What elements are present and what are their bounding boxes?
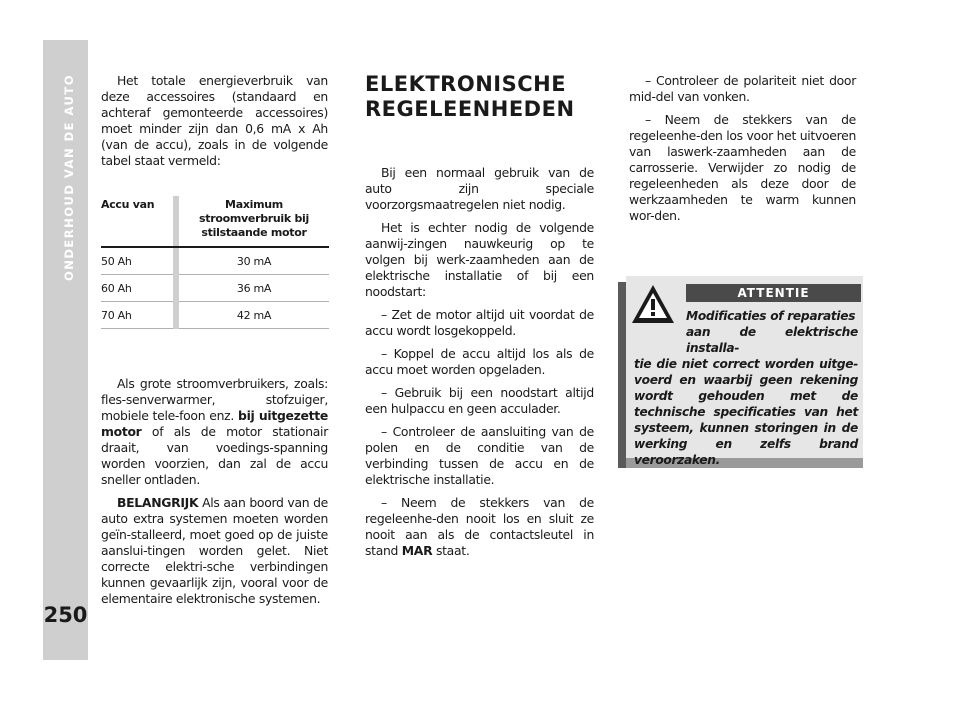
list-item: – Gebruik bij een noodstart altijd een hulpaccu en geen acculader. [365,385,594,416]
attention-label: ATTENTIE [686,284,861,302]
list-item: – Zet de motor altijd uit voordat de accu wordt losgekoppeld. [365,307,594,338]
column-right [629,73,856,231]
important-label: BELANGRIJK [117,495,199,510]
table-header-current: Maximum stroomverbruik bij stilstaande motor [179,196,329,247]
battery-table [101,196,329,329]
column-left-lower [101,376,328,614]
table-cell: 42 mA [179,302,329,329]
mar-position: MAR [401,543,433,558]
table-cell: 70 Ah [101,302,173,329]
column-left [101,73,328,176]
list-item: – Controleer de aansluiting van de polen en de conditie van de verbinding tussen de accu en de elektrische installatie. [365,424,594,487]
list-item: – Neem de stekkers van de regeleenhe-den los voor het uitvoeren van laswerk-zaamheden aan de carrosserie. Verwijder zo nodig de regeleenheden als deze door de werkzaamheden te warm kunnen wor-den. [629,112,856,223]
table-cell: 36 mA [179,275,329,302]
section-heading: ELEKTRONISCHE REGELEENHEDEN [365,72,575,121]
intro-paragraph: Het totale energieverbruik van deze accessoires (standaard en achteraf gemonteerde accessoires) moet minder zijn dan 0,6 mA x Ah (van de accu), zoals in de volgende tabel staat vermeld: [101,73,328,168]
list-item: – Controleer de polariteit niet door mid-del van vonken. [629,73,856,104]
table-row [101,247,329,275]
table-row [101,275,329,302]
table-row [101,302,329,329]
table-cell: 50 Ah [101,247,173,275]
warning-text: Modificaties of reparaties aan de elektrische installa- tie die niet correct worden uitge-voerd en waarbij geen rekening wordt gehouden met de technische specificaties van het systeem, kunnen storingen in de werking en zelfs brand veroorzaken. [634,309,858,467]
consumers-paragraph: Als grote stroomverbruikers, zoals: fles-senverwarmer, stofzuiger, mobiele tele-foon enz. bij uitgezette motor of als de motor stationair draait, van voedings-spanning worden voorzien, dan zal de accu sneller ontladen. [101,376,328,487]
paragraph: Het is echter nodig de volgende aanwij-zingen nauwkeurig op te volgen bij werk-zaamheden aan de elektrische installatie of bij een noodstart: [365,220,594,299]
paragraph: Bij een normaal gebruik van de auto zijn speciale voorzorgsmaatregelen niet nodig. [365,165,594,212]
section-title: ONDERHOUD VAN DE AUTO [62,74,76,282]
page-number: 250 [43,603,88,627]
important-paragraph: BELANGRIJK Als aan boord van de auto extra systemen moeten worden geïn-stalleerd, moet goed op de juiste aanslui-tingen worden gelet. Niet correcte elektri-sche verbindingen kunnen gevaarlijk zijn, vooral voor de elementaire elektronische systemen. [101,495,328,606]
list-item: – Koppel de accu altijd los als de accu moet worden opgeladen. [365,346,594,377]
table-cell: 30 mA [179,247,329,275]
engine-off-emphasis: bij uitgezette motor [101,408,328,439]
column-middle [365,165,594,566]
warning-box-shadow [618,282,626,468]
list-item: – Neem de stekkers van de regeleenhe-den nooit los en sluit ze nooit aan als de contactsleutel in stand MAR staat. [365,495,594,558]
table-header-battery: Accu van [101,196,173,247]
table-cell: 60 Ah [101,275,173,302]
